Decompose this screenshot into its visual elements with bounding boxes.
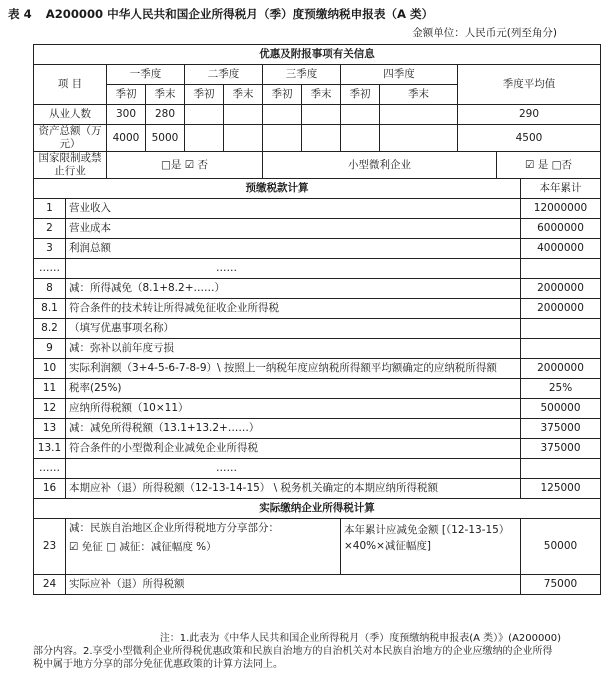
assets-q1-end: 5000 <box>146 125 185 152</box>
row-amount: 500000 <box>521 399 601 419</box>
row-number: 2 <box>34 219 66 239</box>
row-number: …… <box>34 259 66 279</box>
section-title: 优惠及附报事项有关信息 <box>34 45 601 65</box>
restricted-industry-row <box>34 152 601 179</box>
q4-start-header: 季初 <box>341 85 380 105</box>
item-header: 项 目 <box>34 65 107 105</box>
row-item: 利润总额 <box>66 239 521 259</box>
footnotes <box>33 632 561 671</box>
row-amount: 2000000 <box>521 359 601 379</box>
row-item: 符合条件的小型微利企业减免企业所得税 <box>66 439 521 459</box>
row-number: 8.1 <box>34 299 66 319</box>
assets-row <box>34 125 601 152</box>
row-23-left-cell <box>66 519 341 575</box>
employees-average: 290 <box>458 105 601 125</box>
row-amount: 25% <box>521 379 601 399</box>
row-number: 13 <box>34 419 66 439</box>
calc-row <box>34 359 601 379</box>
row-number: 1 <box>34 199 66 219</box>
form-title <box>8 6 561 22</box>
row-item: …… <box>66 259 521 279</box>
cumulative-header: 本年累计 <box>521 179 601 199</box>
row-23-left-text: 减：民族自治地区企业所得税地方分享部分： <box>69 522 279 534</box>
row-24 <box>34 575 601 595</box>
row-amount: 375000 <box>521 419 601 439</box>
row-number: 16 <box>34 479 66 499</box>
row-amount: 6000000 <box>521 219 601 239</box>
small-enterprise-label: 小型微利企业 <box>263 152 497 179</box>
info-section-header <box>34 45 601 65</box>
actual-section-title: 实际缴纳企业所得税计算 <box>34 499 601 519</box>
q2-end-header: 季末 <box>224 85 263 105</box>
table-number: 表 4 <box>8 7 32 21</box>
employees-q1-end: 280 <box>146 105 185 125</box>
q4-end-header: 季末 <box>380 85 458 105</box>
q3-end-header: 季末 <box>302 85 341 105</box>
quarter-average-header: 季度平均值 <box>458 65 601 105</box>
quarter-2-header: 二季度 <box>185 65 263 85</box>
actual-section-header <box>34 499 601 519</box>
row-amount <box>521 339 601 359</box>
row-amount: 2000000 <box>521 279 601 299</box>
row-amount: 12000000 <box>521 199 601 219</box>
row-item: 应纳所得税额（10×11） <box>66 399 521 419</box>
calc-rows <box>34 199 601 499</box>
table-title: A200000 中华人民共和国企业所得税月（季）度预缴纳税申报表（A 类） <box>45 7 434 21</box>
calc-row <box>34 199 601 219</box>
q2-start-header: 季初 <box>185 85 224 105</box>
row-24-number: 24 <box>34 575 66 595</box>
row-number: 9 <box>34 339 66 359</box>
restricted-industry-label: 国家限制或禁止行业 <box>34 152 107 179</box>
quarter-1-header: 一季度 <box>107 65 185 85</box>
currency-unit-note: 金额单位：人民币元(列至角分) <box>412 27 557 39</box>
row-number: 8.2 <box>34 319 66 339</box>
q3-start-header: 季初 <box>263 85 302 105</box>
calc-row <box>34 219 601 239</box>
row-number: 3 <box>34 239 66 259</box>
calc-section-header <box>34 179 601 199</box>
employees-q1-start: 300 <box>107 105 146 125</box>
row-item: 营业成本 <box>66 219 521 239</box>
assets-q1-start: 4000 <box>107 125 146 152</box>
calc-row <box>34 419 601 439</box>
row-item: 减：弥补以前年度亏损 <box>66 339 521 359</box>
restricted-industry-checkbox[interactable]: □是 ☑ 否 <box>107 152 263 179</box>
row-item: 符合条件的技术转让所得减免征收企业所得税 <box>66 299 521 319</box>
row-number: 8 <box>34 279 66 299</box>
row-item: 税率(25%) <box>66 379 521 399</box>
row-item: …… <box>66 459 521 479</box>
calc-row <box>34 339 601 359</box>
row-23-right-text: 本年累计应减免金额 [（12-13-15）×40%×减征幅度] <box>341 519 521 575</box>
small-enterprise-checkbox[interactable]: ☑ 是 □否 <box>497 152 601 179</box>
assets-label: 资产总额（万元） <box>34 125 107 152</box>
row-24-item: 实际应补（退）所得税额 <box>66 575 521 595</box>
q1-start-header: 季初 <box>107 85 146 105</box>
q1-end-header: 季末 <box>146 85 185 105</box>
row-number: 12 <box>34 399 66 419</box>
row-item: 减：减免所得税额（13.1+13.2+……） <box>66 419 521 439</box>
row-number: 13.1 <box>34 439 66 459</box>
calc-row <box>34 439 601 459</box>
quarter-3-header: 三季度 <box>263 65 341 85</box>
calc-row <box>34 379 601 399</box>
row-item: 减：所得减免（8.1+8.2+……） <box>66 279 521 299</box>
row-amount: 2000000 <box>521 299 601 319</box>
row-24-amount: 75000 <box>521 575 601 595</box>
note-line-1: 注：1.此表为《中华人民共和国企业所得税月（季）度预缴纳税申报表(A 类）》(A200000) <box>159 633 561 644</box>
row-item: 本期应补（退）所得税额（12-13-14-15） \ 税务机关确定的本期应纳所得税额 <box>66 479 521 499</box>
quarter-header-row <box>34 65 601 85</box>
row-amount: 4000000 <box>521 239 601 259</box>
exemption-options[interactable]: ☑ 免征 □ 减征：减征幅度 %） <box>69 541 217 553</box>
row-amount: 125000 <box>521 479 601 499</box>
tax-return-table <box>33 44 601 595</box>
calc-row <box>34 479 601 499</box>
row-item: （填写优惠事项名称） <box>66 319 521 339</box>
calc-row <box>34 459 601 479</box>
row-number: 10 <box>34 359 66 379</box>
calc-row <box>34 279 601 299</box>
row-number: 11 <box>34 379 66 399</box>
row-amount <box>521 319 601 339</box>
row-number: …… <box>34 459 66 479</box>
quarter-4-header: 四季度 <box>341 65 458 85</box>
note-line-2: 部分内容。2.享受小型微利企业所得税优惠政策和民族自治地方的自治机关对本民族自治地方的企业应缴纳的企业所得税中属于地方分享的部分免征优惠政策的计算方法同上。 <box>33 646 553 670</box>
row-item: 实际利润额（3+4-5-6-7-8-9）\ 按照上一纳税年度应纳税所得额平均额确定的应纳税所得额 <box>66 359 521 379</box>
calc-row <box>34 259 601 279</box>
row-23-number: 23 <box>34 519 66 575</box>
employees-row <box>34 105 601 125</box>
row-amount <box>521 459 601 479</box>
row-amount <box>521 259 601 279</box>
calc-section-title: 预缴税款计算 <box>34 179 521 199</box>
calc-row <box>34 299 601 319</box>
calc-row <box>34 399 601 419</box>
employees-label: 从业人数 <box>34 105 107 125</box>
calc-row <box>34 239 601 259</box>
row-item: 营业收入 <box>66 199 521 219</box>
row-23-amount: 50000 <box>521 519 601 575</box>
row-23 <box>34 519 601 575</box>
calc-row <box>34 319 601 339</box>
row-amount: 375000 <box>521 439 601 459</box>
assets-average: 4500 <box>458 125 601 152</box>
